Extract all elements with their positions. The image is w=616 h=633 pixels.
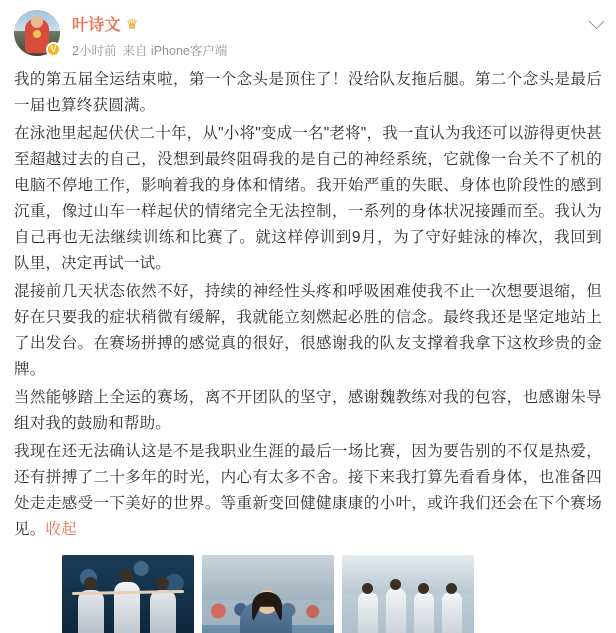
avatar[interactable] <box>14 10 60 56</box>
post-paragraph: 在泳池里起起伏伏二十年，从"小将"变成一名"老将"，我一直认为我还可以游得更快甚至超越过去的自己，没想到最终阻碍我的是自己的神经系统，它就像一台关不了机的电脑不停地工作，影响着我的身体和情绪。我开始严重的失眠、身体也阶段性的感到沉重，像过山车一样起伏的情绪完全无法控制，一系列的身体状况接踵而至。我认为自己再也无法继续训练和比赛了。就这样停训到9月，为了守好蛙泳的棒次，我回到队里，决定再试一试。 <box>14 125 603 272</box>
post-paragraph-last <box>14 439 602 543</box>
photo3-head <box>418 583 429 594</box>
post-paragraph: 当然能够踏上全运的赛场，离不开团队的坚守，感谢魏教练对我的包容，也感谢朱导组对我的鼓励和帮助。 <box>14 389 602 432</box>
photo1-figure <box>150 590 176 633</box>
post-source[interactable]: 来自 iPhone客户端 <box>122 44 228 58</box>
avatar-head <box>31 16 43 28</box>
photo3-figure <box>358 592 378 633</box>
post-header <box>0 0 616 63</box>
photo-poolside-portrait[interactable] <box>202 555 334 633</box>
photo1-head <box>84 577 97 590</box>
post-paragraph: 我的第五届全运结束啦，第一个念头是顶住了！没给队友拖后腿。第二个念头是最后一届也算终获圆满。 <box>14 71 602 114</box>
photo1-head <box>120 569 133 582</box>
photo3-figure <box>414 592 434 633</box>
post-meta <box>72 41 604 59</box>
crown-icon: ♛ <box>125 15 139 32</box>
photo-team-medals[interactable] <box>342 555 474 633</box>
post-header-text <box>72 10 604 59</box>
photo3-head <box>362 583 373 594</box>
post-paragraph-text: 我现在还无法确认这是不是我职业生涯的最后一场比赛，因为要告别的不仅是热爱，还有拼搏了二十多年的时光，内心有太多不舍。接下来我打算先看看身体，也准备四处走走感受一下美好的世界。等重新变回健健康康的小叶，或许我们还会在下个赛场见。 <box>14 443 602 538</box>
post-body <box>0 63 616 543</box>
photo3-head <box>390 579 401 590</box>
photo3-figure <box>386 588 406 633</box>
verified-badge-icon: V <box>46 42 61 57</box>
photo3-head <box>446 583 457 594</box>
photo1-head <box>156 577 169 590</box>
collapse-link[interactable]: 收起 <box>45 521 77 538</box>
post-time: 2小时前 <box>72 44 117 58</box>
post-paragraph: 混接前几天状态依然不好，持续的神经性头疼和呼吸困难使我不止一次想要退缩，但好在只要我的症状稍微有缓解，我就能立刻燃起必胜的信念。最终我还是坚定地站上了出发台。在赛场拼搏的感觉真的很好，很感谢我的队友支撑着我拿下这枚珍贵的金牌。 <box>14 283 602 378</box>
avatar-medal <box>33 30 41 38</box>
photo1-figure <box>114 582 140 633</box>
username-row <box>72 12 604 35</box>
photo3-figure <box>442 592 462 633</box>
photo1-figure <box>78 590 104 633</box>
username[interactable]: 叶诗文 <box>72 17 121 34</box>
photo-podium-celebration[interactable] <box>62 555 194 633</box>
image-gallery <box>0 545 616 633</box>
